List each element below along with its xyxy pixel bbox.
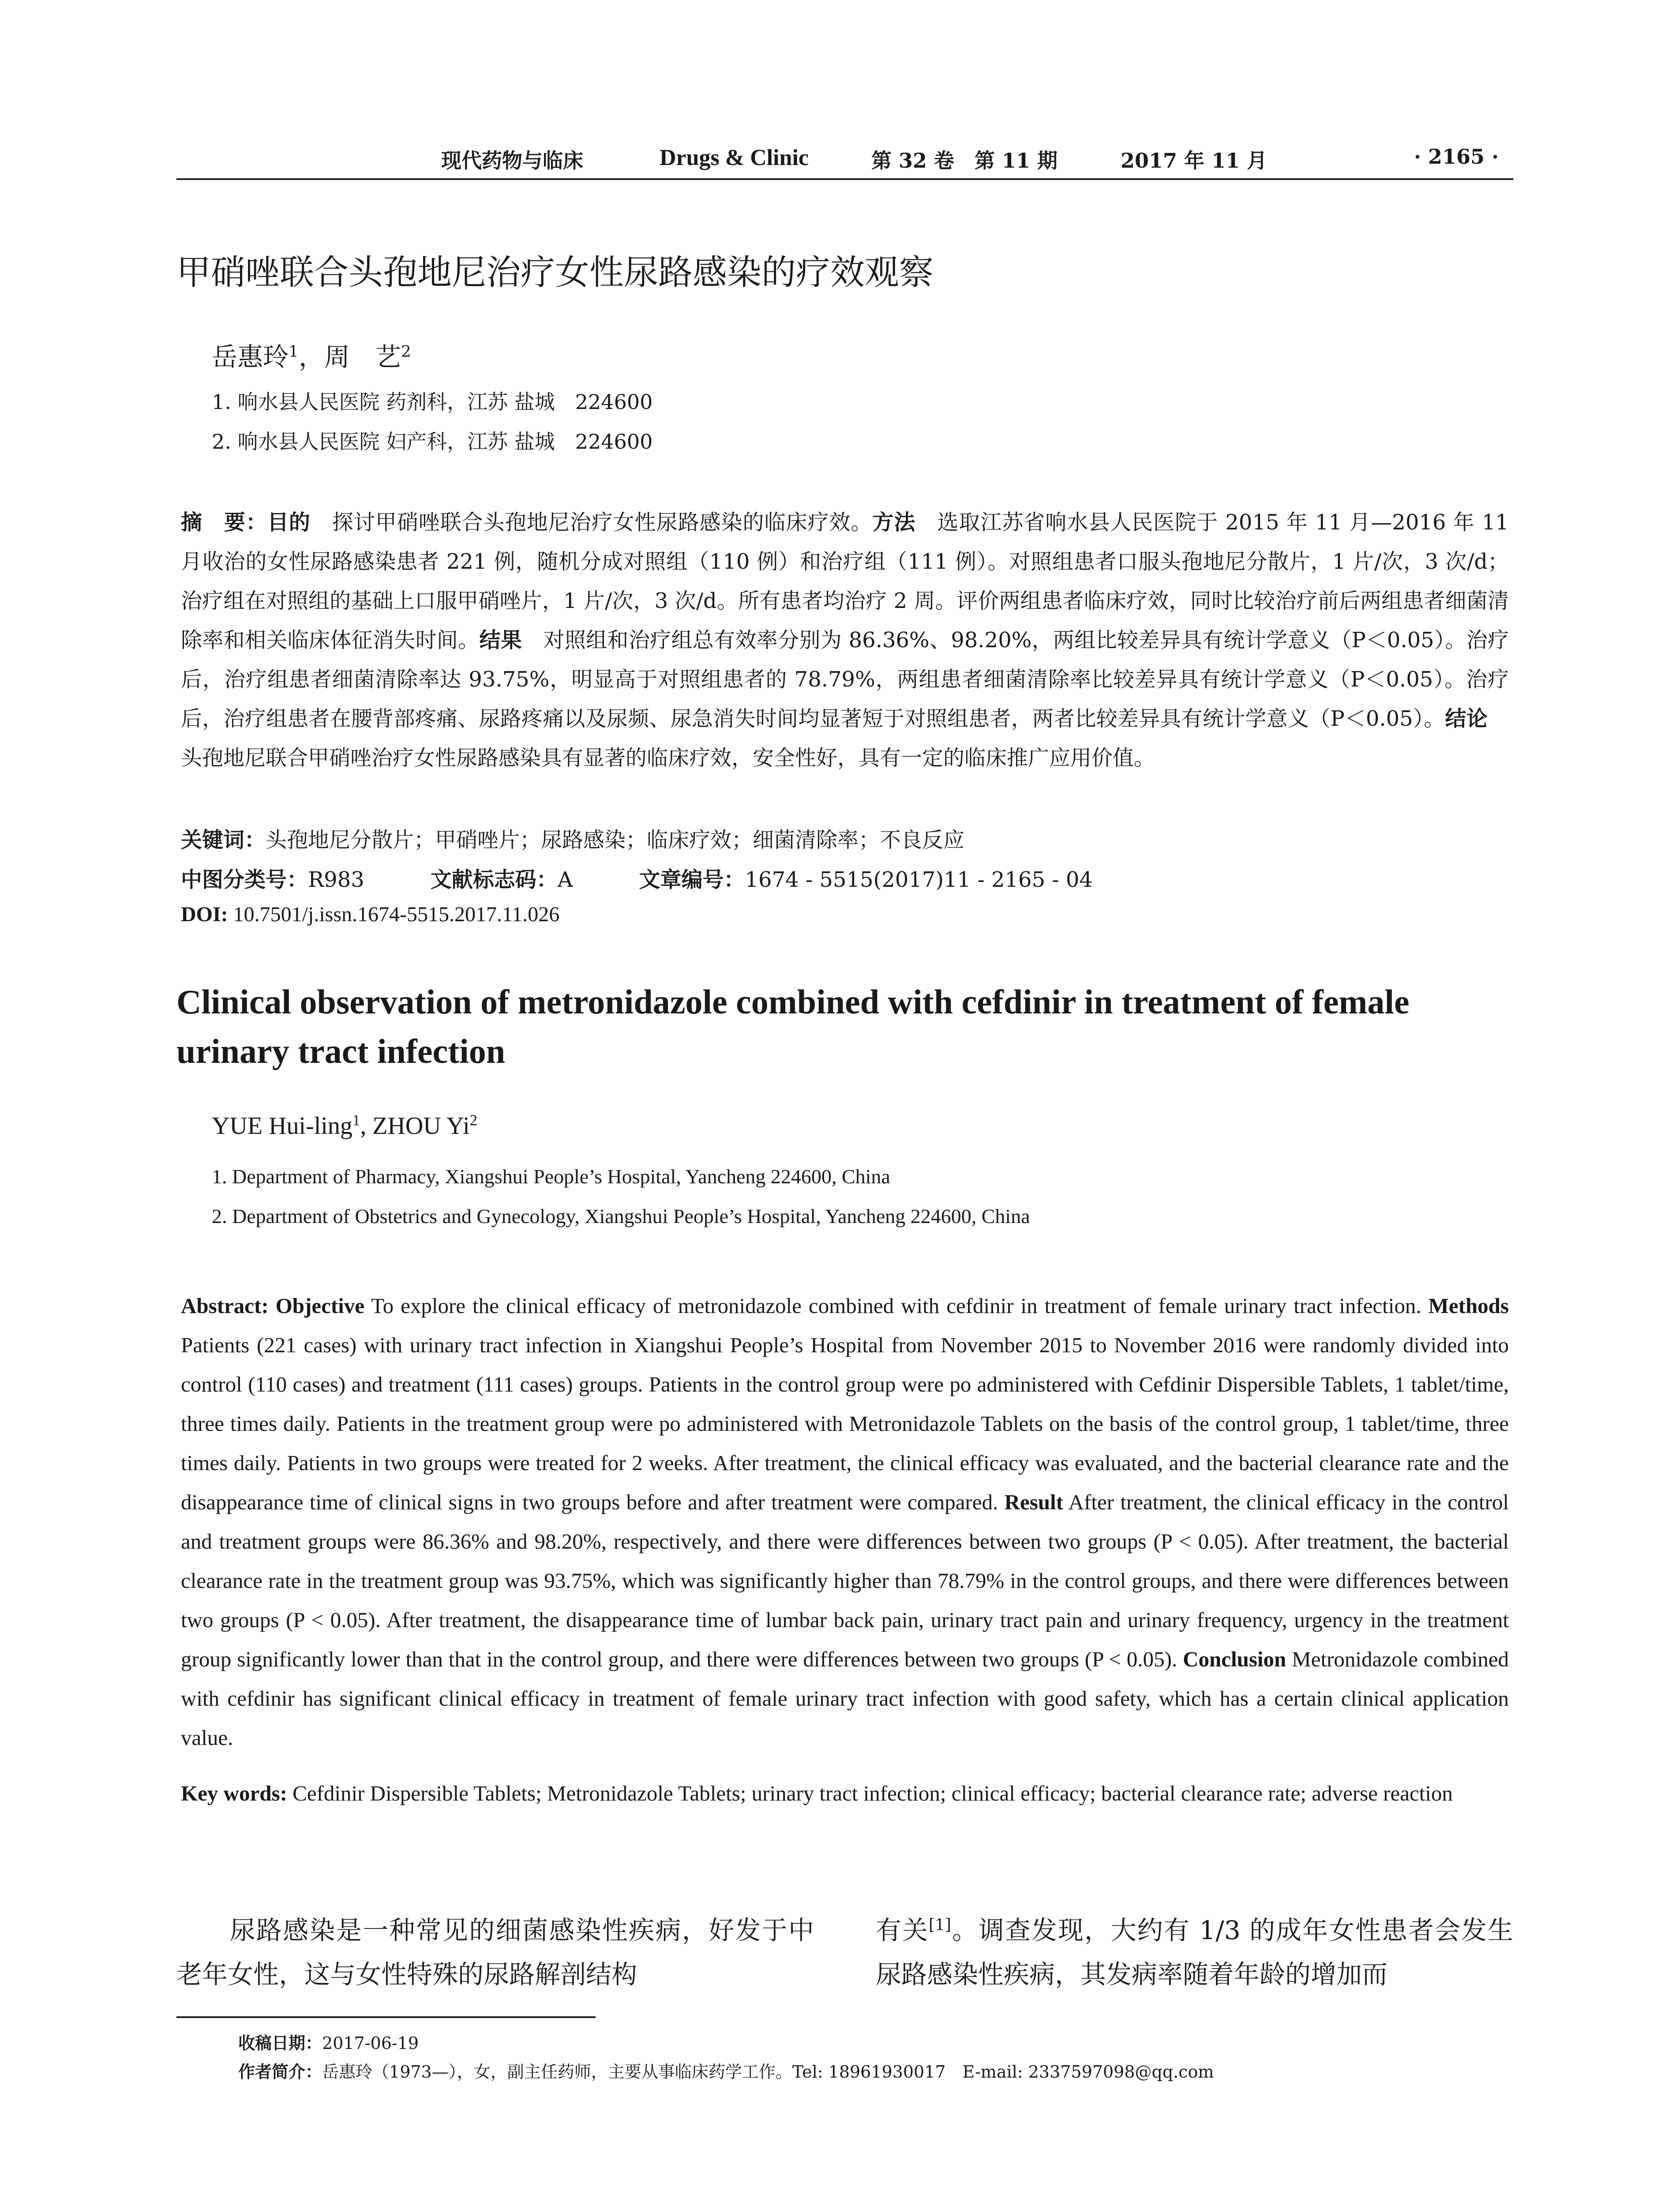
title-en: Clinical observation of metronidazole combined with cefdinir in treatment of female urinary tract infection	[176, 983, 1410, 1070]
article-no-value: 1674 - 5515(2017)11 - 2165 - 04	[745, 867, 1093, 892]
body-right-start: 有关	[876, 1915, 929, 1945]
footnote-received	[238, 2030, 419, 2054]
abstract-cn	[181, 503, 1509, 778]
abstract-cn-label: 摘 要：	[181, 510, 267, 535]
author-bio-label: 作者简介：	[238, 2062, 322, 2082]
author-en-sep: ,	[360, 1112, 373, 1140]
abstract-en	[181, 1286, 1509, 1757]
author-en-1-sup: 1	[352, 1111, 360, 1129]
author-en-1: YUE Hui-ling	[212, 1112, 352, 1140]
author-bio-text: 岳惠玲（1973—），女，副主任药师，主要从事临床药学工作。Tel: 18961930017 E-mail: 2337597098@qq.com	[322, 2062, 1214, 2082]
affiliation-cn-2: 2. 响水县人民医院 妇产科，江苏 盐城 224600	[212, 430, 653, 454]
keywords-cn-text: 头孢地尼分散片；甲硝唑片；尿路感染；临床疗效；细菌清除率；不良反应	[266, 828, 965, 852]
title-cn: 甲硝唑联合头孢地尼治疗女性尿路感染的疗效观察	[176, 253, 934, 293]
author-cn-1-sup: 1	[289, 342, 299, 361]
doi-line	[181, 902, 559, 927]
affiliation-en-1: 1. Department of Pharmacy, Xiangshui People’s Hospital, Yancheng 224600, China	[212, 1165, 890, 1188]
author-cn-2-sup: 2	[401, 342, 411, 361]
methods-en-text: Patients (221 cases) with urinary tract infection in Xiangshui People’s Hospital from November 2015 to November 2016 were randomly divided into control (110 cases) and treatment (111 cases) groups. Patients in the control group were po administered with Cefdinir Dispersible Tablets, 1 tablet/time, three times daily. Patients in the treatment group were po administered with Metronidazole Tablets on the basis of the control group, 1 tablet/time, three times daily. Patients in two groups were treated for 2 weeks. After treatment, the clinical efficacy was evaluated, and the bacterial clearance rate and the disappearance time of clinical signs in two groups before and after treatment were compared.	[181, 1333, 1509, 1514]
authors-en	[212, 1112, 477, 1140]
author-en-2-sup: 2	[469, 1111, 477, 1129]
author-cn-1: 岳惠玲	[212, 342, 289, 372]
article-no-label: 文章编号：	[639, 867, 745, 892]
volume-issue: 第 32 卷 第 11 期	[871, 149, 1058, 173]
objective-cn-label: 目的	[267, 510, 311, 535]
authors-cn	[212, 336, 411, 373]
abstract-en-label: Abstract:	[181, 1294, 269, 1318]
conclusion-en-label: Conclusion	[1183, 1647, 1286, 1671]
affiliation-cn-1: 1. 响水县人民医院 药剂科，江苏 盐城 224600	[212, 390, 653, 414]
journal-name-en: Drugs & Clinic	[660, 145, 809, 170]
result-en-text: After treatment, the clinical efficacy in the control and treatment groups were 86.36% and 98.20%, respectively, and there were differences between two groups (P < 0.05). After treatment, the bacterial clearance rate in the treatment group was 93.75%, which was significantly higher than 78.79% in the control groups, and there were differences between two groups (P < 0.05). After treatment, the disappearance time of lumbar back pain, urinary tract pain and urinary frequency, urgency in the treatment group significantly lower than that in the control group, and there were differences between two groups (P < 0.05).	[181, 1490, 1509, 1671]
footnote-author	[238, 2058, 1214, 2082]
keywords-cn-label: 关键词：	[181, 828, 266, 852]
classification-line	[181, 863, 1093, 893]
results-cn-label: 结果	[479, 628, 522, 653]
keywords-en-text: Cefdinir Dispersible Tablets; Metronidazole Tablets; urinary tract infection; clinical efficacy; bacterial clearance rate; adverse reaction	[287, 1781, 1453, 1805]
received-label: 收稿日期：	[238, 2033, 322, 2053]
body-left-column: 尿路感染是一种常见的细菌感染性疾病，好发于中老年女性，这与女性特殊的尿路解剖结构	[176, 1915, 814, 1989]
doi-label: DOI:	[181, 903, 228, 926]
objective-en-label: Objective	[268, 1294, 364, 1318]
methods-en-label: Methods	[1428, 1294, 1509, 1318]
keywords-cn	[181, 823, 964, 853]
author-en-2: ZHOU Yi	[372, 1112, 470, 1140]
received-date: 2017-06-19	[322, 2033, 419, 2053]
body-right-rest: 。调查发现，大约有 1/3 的成年女性患者会发生尿路感染性疾病，其发病率随着年龄的增加而	[876, 1915, 1513, 1989]
keywords-en-label: Key words:	[181, 1781, 287, 1805]
objective-en-text: To explore the clinical efficacy of metronidazole combined with cefdinir in treatment of female urinary tract infection.	[364, 1294, 1429, 1318]
body-right-column	[876, 1908, 1513, 1996]
running-header	[176, 142, 1513, 180]
clc-value: R983	[308, 867, 364, 892]
page-number: · 2165 ·	[1414, 145, 1499, 169]
objective-cn-text: 探讨甲硝唑联合头孢地尼治疗女性尿路感染的临床疗效。	[310, 510, 873, 535]
conclusion-en-text: Metronidazole combined with cefdinir has significant clinical efficacy in treatment of female urinary tract infection with good safety, which has a certain clinical application value.	[181, 1647, 1509, 1750]
result-en-label: Result	[1004, 1490, 1064, 1514]
results-cn-text: 对照组和治疗组总有效率分别为 86.36%、98.20%，两组比较差异具有统计学意义（P＜0.05）。治疗后，治疗组患者细菌清除率达 93.75%，明显高于对照组患者的 78.79%，两组患者细菌清除率比较差异具有统计学意义（P＜0.05）。治疗后，治疗组患者在腰背部疼痛、尿路疼痛以及尿频、尿急消失时间均显著短于对照组患者，两者比较差异具有统计学意义（P＜0.05）。	[181, 628, 1509, 731]
doi-value: 10.7501/j.issn.1674-5515.2017.11.026	[228, 903, 560, 926]
reference-1: [1]	[929, 1916, 951, 1934]
author-cn-2: 周 艺	[324, 342, 401, 372]
journal-name-cn: 现代药物与临床	[441, 149, 583, 173]
conclusion-cn-label: 结论	[1445, 706, 1488, 731]
keywords-en	[181, 1774, 1509, 1813]
methods-cn-label: 方法	[872, 510, 916, 535]
issue-date: 2017 年 11 月	[1121, 149, 1268, 173]
affiliation-en-2: 2. Department of Obstetrics and Gynecology, Xiangshui People’s Hospital, Yancheng 224600, China	[212, 1205, 1030, 1227]
methods-cn-text: 选取江苏省响水县人民医院于 2015 年 11 月—2016 年 11 月收治的女性尿路感染患者 221 例，随机分成对照组（110 例）和治疗组（111 例）。对照组患者口服头孢地尼分散片，1 片/次，3 次/d；治疗组在对照组的基础上口服甲硝唑片，1 片/次，3 次/d。所有患者均治疗 2 周。评价两组患者临床疗效，同时比较治疗前后两组患者细菌清除率和相关临床体征消失时间。	[181, 510, 1509, 653]
doc-code-value: A	[557, 867, 573, 892]
conclusion-cn-text: 头孢地尼联合甲硝唑治疗女性尿路感染具有显著的临床疗效，安全性好，具有一定的临床推广应用价值。	[181, 706, 1509, 770]
doc-code-label: 文献标志码：	[430, 867, 558, 892]
clc-label: 中图分类号：	[181, 867, 308, 892]
author-cn-sep: ，	[298, 342, 324, 372]
footnote-divider	[176, 2016, 596, 2018]
